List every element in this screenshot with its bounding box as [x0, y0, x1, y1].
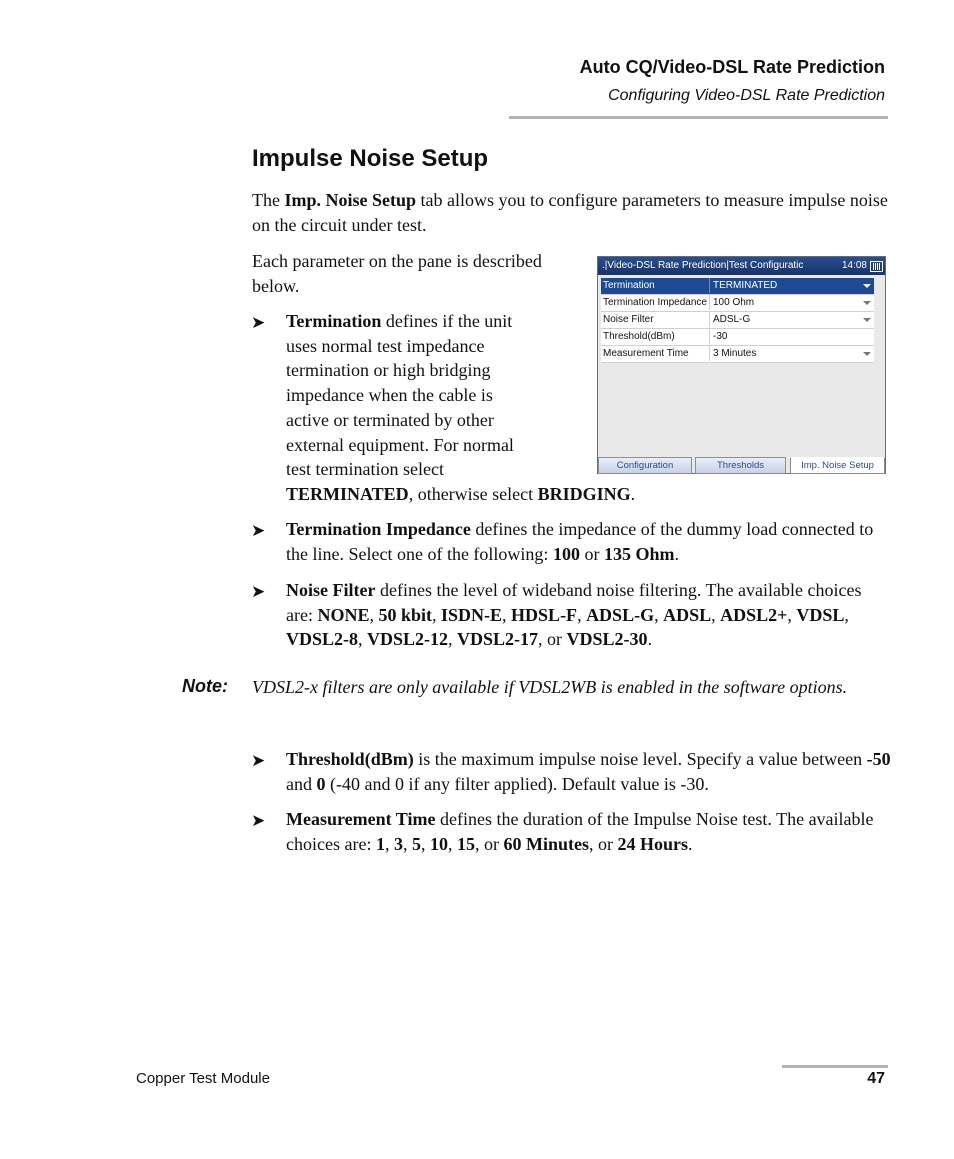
bullet-arrow-icon: ➤	[251, 521, 266, 540]
bullet-arrow-icon: ➤	[251, 582, 266, 601]
screenshot-titlebar	[598, 257, 885, 275]
header-rule	[509, 116, 888, 119]
device-screenshot	[597, 256, 886, 474]
dropdown-arrow-icon[interactable]	[863, 284, 871, 288]
battery-icon	[870, 261, 883, 272]
bullet-termination-impedance: Termination Impedance defines the impedance of the dummy load connected to the line. Select one of the following: 100 or 135 Ohm.	[286, 519, 874, 564]
param-row-termination[interactable]: Termination TERMINATED	[601, 278, 874, 295]
bullet-measurement-time: Measurement Time defines the duration of the Impulse Noise test. The available choices are: 1, 3, 5, 10, 15, or 60 Minutes, or 24 Hours.	[286, 809, 874, 854]
bullet-arrow-icon: ➤	[251, 313, 266, 332]
param-row-impedance[interactable]: Termination Impedance 100 Ohm	[601, 295, 874, 312]
screenshot-title: .|Video-DSL Rate Prediction|Test Configuratic	[602, 260, 804, 271]
describe-paragraph: Each parameter on the pane is described below.	[252, 251, 542, 296]
tab-thresholds[interactable]: Thresholds	[695, 457, 786, 474]
intro-paragraph: The Imp. Noise Setup tab allows you to configure parameters to measure impulse noise on the circuit under test.	[252, 190, 888, 235]
dropdown-arrow-icon[interactable]	[863, 318, 871, 322]
parameter-grid	[601, 278, 874, 363]
footer-title: Copper Test Module	[136, 1070, 270, 1087]
page-number: 47	[867, 1070, 885, 1087]
tab-imp-noise-setup[interactable]: Imp. Noise Setup	[790, 457, 885, 474]
bullet-noise-filter: Noise Filter defines the level of wideband noise filtering. The available choices are: NONE, 50 kbit, ISDN-E, HDSL-F, ADSL-G, ADSL, ADSL2+, VDSL, VDSL2-8, VDSL2-12, VDSL2-17, or VDSL2-30.	[286, 580, 862, 650]
param-row-measurement-time[interactable]: Measurement Time 3 Minutes	[601, 346, 874, 363]
note-text: VDSL2-x filters are only available if VDSL2WB is enabled in the software options.	[252, 677, 848, 697]
page-heading: Impulse Noise Setup	[252, 145, 489, 172]
param-row-threshold[interactable]: Threshold(dBm) -30	[601, 329, 874, 346]
section-subtitle: Configuring Video-DSL Rate Prediction	[608, 87, 885, 104]
bullet-threshold: Threshold(dBm) is the maximum impulse noise level. Specify a value between -50 and 0 (-40 and 0 if any filter applied). Default value is -30.	[286, 749, 891, 794]
chapter-title: Auto CQ/Video-DSL Rate Prediction	[579, 57, 885, 77]
bullet-termination: Termination defines if the unit uses normal test impedance termination or high bridging impedance when the cable is active or terminated by other external equipment. For normal test termination select TERMINATED, otherwise select BRIDGING.	[286, 311, 636, 504]
bullet-arrow-icon: ➤	[251, 811, 266, 830]
screenshot-clock: 14:08	[841, 260, 867, 271]
screenshot-tabs	[598, 457, 885, 473]
param-row-noise-filter[interactable]: Noise Filter ADSL-G	[601, 312, 874, 329]
bullet-arrow-icon: ➤	[251, 751, 266, 770]
tab-configuration[interactable]: Configuration	[598, 457, 692, 474]
note-label: Note:	[182, 676, 228, 696]
footer-rule	[782, 1065, 888, 1068]
dropdown-arrow-icon[interactable]	[863, 352, 871, 356]
dropdown-arrow-icon[interactable]	[863, 301, 871, 305]
